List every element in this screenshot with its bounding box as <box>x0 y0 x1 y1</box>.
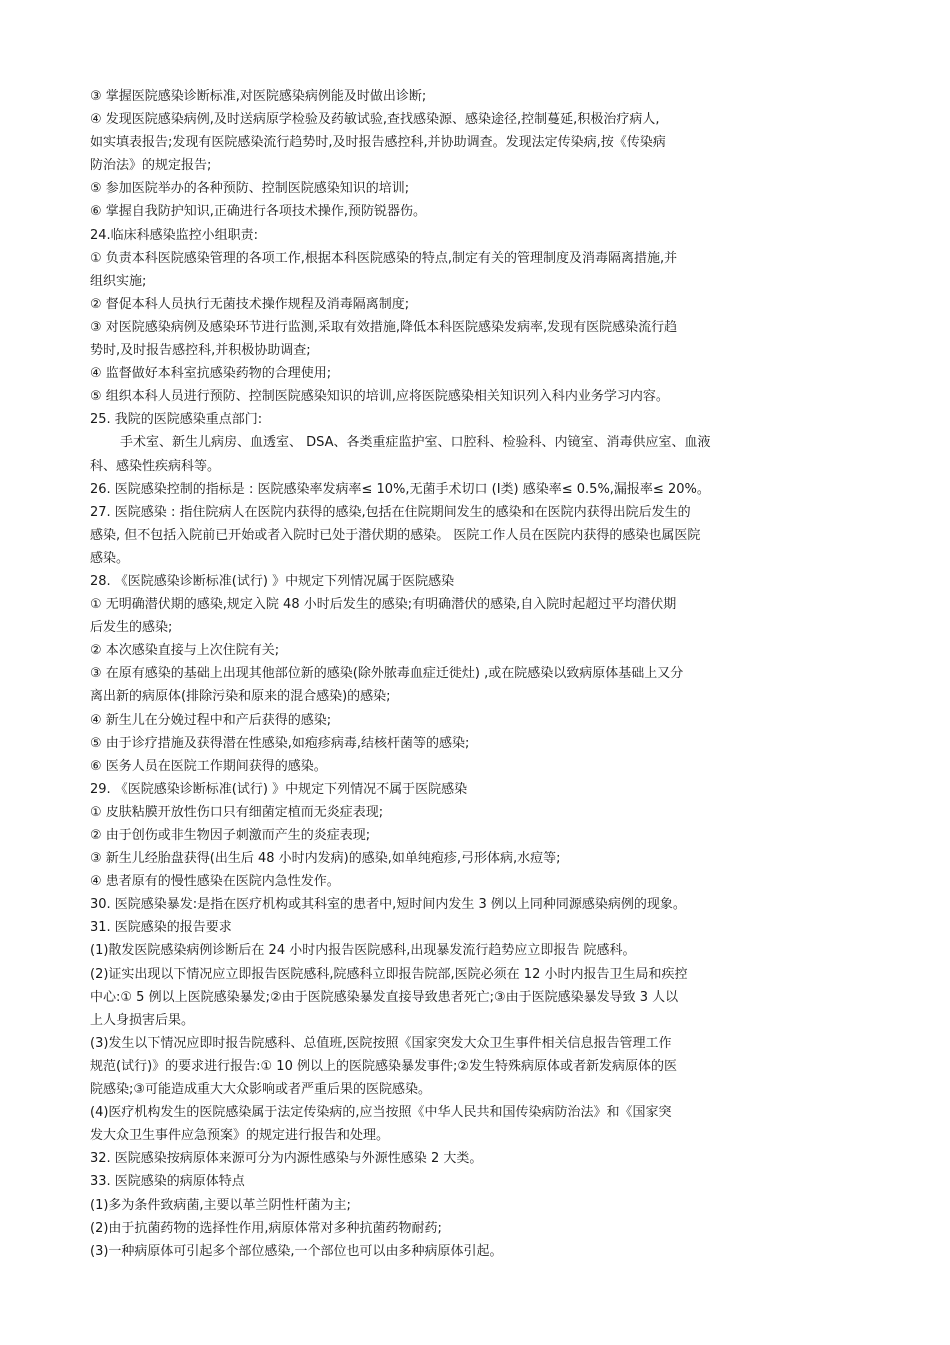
text-line: ② 由于创伤或非生物因子刺激而产生的炎症表现; <box>90 828 371 843</box>
text-line: ⑤ 组织本科人员进行预防、控制医院感染知识的培训,应将医院感染相关知识列入科内业务学习内容。 <box>90 389 669 405</box>
text-line: ③ 在原有感染的基础上出现其他部位新的感染(除外脓毒血症迁徙灶) ,或在院感染以致病原体基础上又分 <box>90 666 684 682</box>
text-line: ④ 监督做好本科室抗感染药物的合理使用; <box>90 366 332 382</box>
text-line: ② 督促本科人员执行无菌技术操作规程及消毒隔离制度; <box>90 296 410 312</box>
text-line: 24.临床科感染监控小组职责: <box>90 227 259 243</box>
text-line: ④ 患者原有的慢性感染在医院内急性发作。 <box>90 874 340 890</box>
text-line: 离出新的病原体(排除污染和原来的混合感染)的感染; <box>90 689 391 705</box>
text-line: ② 本次感染直接与上次住院有关; <box>90 643 280 659</box>
text-line: (3)发生以下情况应即时报告院感科、总值班,医院按照《国家突发大众卫生事件相关信息报告管理工作 <box>90 1035 672 1051</box>
text-line: 手术室、新生儿病房、血透室、 DSA、各类重症监护室、口腔科、检验科、内镜室、消毒供应室、血液 <box>120 435 711 451</box>
text-line: (1)散发医院感染病例诊断后在 24 小时内报告医院感科,出现暴发流行趋势应立即报告 院感科。 <box>90 943 636 959</box>
text-line: ① 皮肤粘膜开放性伤口只有细菌定植而无炎症表现; <box>90 804 384 820</box>
text-line: (2)证实出现以下情况应立即报告医院感科,院感科立即报告院部,医院必须在 12 小时内报告卫生局和疾控 <box>90 966 688 982</box>
text-line: 27. 医院感染 : 指住院病人在医院内获得的感染,包括在住院期间发生的感染和在医院内获得出院后发生的 <box>90 504 691 520</box>
text-line: 势时,及时报告感控科,并积极协助调查; <box>90 343 311 359</box>
text-line: ⑤ 参加医院举办的各种预防、控制医院感染知识的培训; <box>90 181 410 197</box>
text-line: 发大众卫生事件应急预案》的规定进行报告和处理。 <box>90 1128 390 1144</box>
text-line: 28. 《医院感染诊断标准(试行) 》中规定下列情况属于医院感染 <box>90 573 455 589</box>
text-line: ⑥ 医务人员在医院工作期间获得的感染。 <box>90 758 327 774</box>
document-page <box>90 85 910 1263</box>
text-line: ③ 新生儿经胎盘获得(出生后 48 小时内发病)的感染,如单纯疱疹,弓形体病,水痘等; <box>90 851 561 867</box>
text-line: 33. 医院感染的病原体特点 <box>90 1174 245 1190</box>
text-line: 29. 《医院感染诊断标准(试行) 》中规定下列情况不属于医院感染 <box>90 781 468 797</box>
text-line: ③ 对医院感染病例及感染环节进行监测,采取有效措施,降低本科医院感染发病率,发现有医院感染流行趋 <box>90 319 678 335</box>
text-line: ① 负责本科医院感染管理的各项工作,根据本科医院感染的特点,制定有关的管理制度及消毒隔离措施,并 <box>90 250 678 266</box>
text-line: 院感染;③可能造成重大大众影响或者严重后果的医院感染。 <box>90 1082 432 1098</box>
text-line: (1)多为条件致病菌,主要以革兰阴性杆菌为主; <box>90 1197 351 1213</box>
text-line: (3)一种病原体可引起多个部位感染,一个部位也可以由多种病原体引起。 <box>90 1243 503 1259</box>
text-line: (4)医疗机构发生的医院感染属于法定传染病的,应当按照《中华人民共和国传染病防治法》和《国家突 <box>90 1105 672 1121</box>
text-line: 中心:① 5 例以上医院感染暴发;②由于医院感染暴发直接导致患者死亡;③由于医院感染暴发导致 3 人以 <box>90 989 679 1005</box>
text-line: 26. 医院感染控制的指标是 : 医院感染率发病率≤ 10%,无菌手术切口 (Ⅰ类) 感染率≤ 0.5%,漏报率≤ 20%。 <box>90 481 710 497</box>
text-line: (2)由于抗菌药物的选择性作用,病原体常对多种抗菌药物耐药; <box>90 1220 442 1236</box>
text-line: ④ 发现医院感染病例,及时送病原学检验及药敏试验,查找感染源、感染途径,控制蔓延,积极治疗病人, <box>90 112 660 128</box>
text-line: 防治法》的规定报告; <box>90 158 212 174</box>
text-line: 31. 医院感染的报告要求 <box>90 920 232 936</box>
text-line: 规范(试行)》的要求进行报告:① 10 例以上的医院感染暴发事件;②发生特殊病原体或者新发病原体的医 <box>90 1058 678 1074</box>
text-line: 组织实施; <box>90 273 147 289</box>
text-line: 25. 我院的医院感染重点部门: <box>90 412 263 428</box>
text-line: ④ 新生儿在分娩过程中和产后获得的感染; <box>90 712 332 728</box>
text-line: ③ 掌握医院感染诊断标准,对医院感染病例能及时做出诊断; <box>90 89 427 104</box>
text-line: 如实填表报告;发现有医院感染流行趋势时,及时报告感控科,并协助调查。发现法定传染病,按《传染病 <box>90 135 666 151</box>
text-line: 上人身损害后果。 <box>90 1012 195 1028</box>
text-line: 感染。 <box>90 550 130 566</box>
text-line: 后发生的感染; <box>90 620 173 636</box>
text-line: ⑤ 由于诊疗措施及获得潜在性感染,如疱疹病毒,结核杆菌等的感染; <box>90 735 470 751</box>
text-line: 32. 医院感染按病原体来源可分为内源性感染与外源性感染 2 大类。 <box>90 1151 483 1167</box>
text-line: ⑥ 掌握自我防护知识,正确进行各项技术操作,预防锐器伤。 <box>90 204 427 220</box>
text-line: 感染, 但不包括入院前已开始或者入院时已处于潜伏期的感染。 医院工作人员在医院内获得的感染也属医院 <box>90 527 701 543</box>
text-line: ① 无明确潜伏期的感染,规定入院 48 小时后发生的感染;有明确潜伏的感染,自入院时起超过平均潜伏期 <box>90 597 677 613</box>
text-line: 30. 医院感染暴发:是指在医疗机构或其科室的患者中,短时间内发生 3 例以上同种同源感染病例的现象。 <box>90 897 686 913</box>
text-line: 科、感染性疾病科等。 <box>90 458 221 474</box>
